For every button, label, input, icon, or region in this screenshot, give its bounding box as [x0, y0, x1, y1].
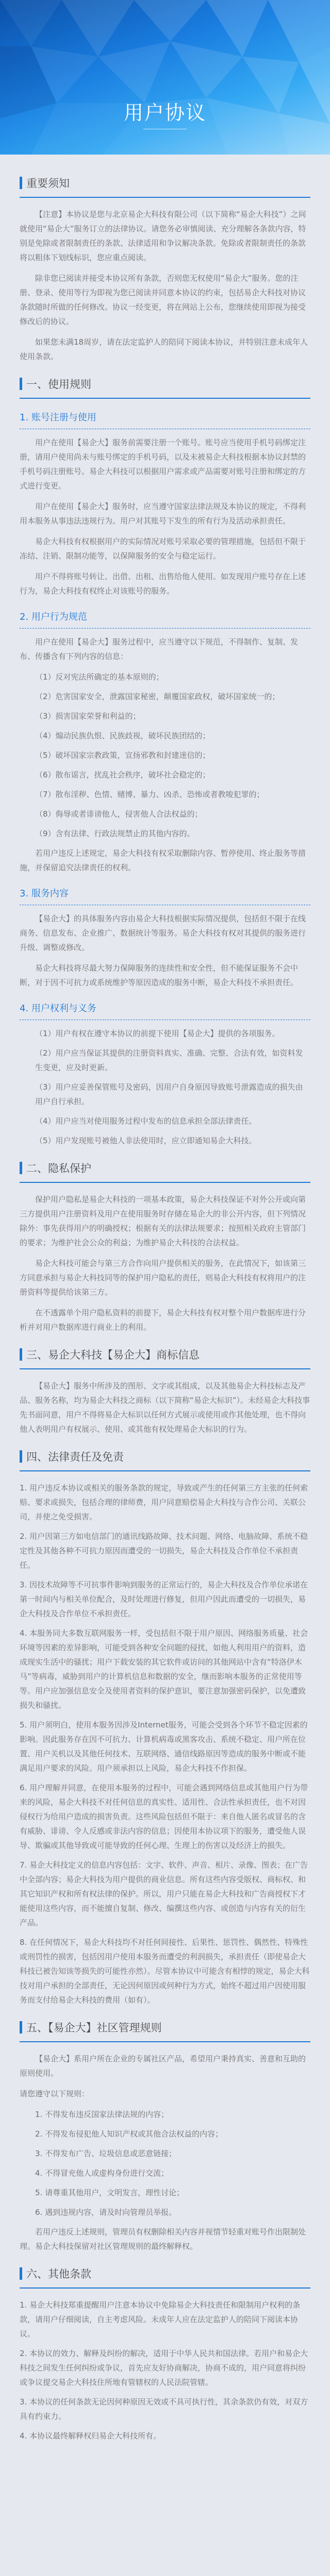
intro-paragraph: 如果您未满18周岁，请在法定监护人的陪同下阅读本协议，并特别注意未成年人使用条款。: [20, 337, 308, 361]
list-item: 7. 易企大科技定义的信息内容包括：文字、软件、声音、相片、录像、图表；在广告中全部内容；易企大科技为用户提供的商业信息。所有这些内容受版权、商标权、和其它知识产权和所有权法律的保护。所以，用户只能在易企大科技和广告商授权下才能使用这些内容，而不能擅自复制、修改、编撰这些内容、或创造与内容有关的衍生产品。: [20, 1860, 308, 1927]
list-item: 1. 易企大科技郑重提醒用户注意本协议中免除易企大科技责任和限制用户权利的条款，请用户仔细阅读，自主考虑风险。未成年人应在法定监护人的陪同下阅读本协议。: [20, 2300, 301, 2338]
prohibited-content-list: [20, 670, 310, 841]
list-item: 1. 不得发布违反国家法律法规的内容；: [35, 2110, 169, 2119]
list-item: （4）用户应当对使用服务过程中发布的信息承担全部法律责任。: [35, 1116, 257, 1126]
section-divider: [20, 1182, 310, 1183]
paragraph: 请您遵守以下规则：: [20, 2089, 90, 2098]
user-rights-list: [20, 1026, 310, 1148]
paragraph: 【易企大】系用户所在企业的专属社区产品，希望用户秉持真实、善意和互助的原则使用。: [20, 2054, 306, 2078]
list-item: 2. 本协议的效力、解释及纠纷的解决，适用于中华人民共和国法律。若用户和易企大科技之间发生任何纠纷或争议，首先应友好协商解决，协商不成的，用户同意将纠纷或争议提交易企大科技住所地有管辖权的人民法院管辖。: [20, 2349, 308, 2387]
list-item: 8. 在任何情况下，易企大科技均不对任何间接性、后果性、惩罚性、偶然性、特殊性或刑罚性的损害，包括因用户使用本服务而遭受的利润损失，承担责任（即使易企大科技已被告知该等损失的可能性亦然）。尽管本协议中可能含有相悖的规定，易企大科技对用户承担的全部责任，无论因何原因或何种行为方式，始终不超过用户因使用服务而支付给易企大科技的费用（如有）。: [20, 1938, 310, 2005]
header-banner: [0, 0, 330, 155]
list-item: 4. 不得冒充他人或虚构身份进行交流；: [35, 2168, 169, 2178]
list-item: 3. 不得发布广告、垃圾信息或恶意链接；: [35, 2149, 177, 2158]
list-item: 2. 用户因第三方如电信部门的通讯线路故障、技术问题、网络、电脑故障、系统不稳定性及其他各种不可抗力原因而遭受的一切损失，易企大科技及合作单位不承担责任。: [20, 1532, 308, 1570]
section-title: 一、使用规则: [26, 378, 91, 391]
section-heading: [20, 2266, 310, 2281]
list-item: 5. 用户须明白，使用本服务因涉及Internet服务，可能会受到各个环节不稳定因素的影响。因此服务存在因不可抗力、计算机病毒或黑客攻击、系统不稳定、用户所在位置、用户关机以及其他任何技术、互联网络、通信线路原因等造成的服务中断或不能满足用户要求的风险。用户须承担以上风险，易企大科技不作担保。: [20, 1720, 308, 1773]
list-item: 3. 本协议的任何条款无论因何种原因无效或不具可执行性，其余条款仍有效，对双方具有约束力。: [20, 2397, 308, 2421]
list-item: （5）用户发现账号被他人非法使用时，应立即通知易企大科技。: [35, 1136, 257, 1145]
section-divider: [20, 1470, 310, 1471]
paragraph: 易企大科技将尽最大努力保障服务的连续性和安全性，但不能保证服务不会中断，对于因不可抗力或系统维护等原因造成的服务中断，易企大科技不承担责任。: [20, 963, 299, 987]
list-item: （3）用户应妥善保管账号及密码，因用户自身原因导致账号泄露造成的损失由用户自行承担。: [35, 1082, 303, 1106]
section-divider: [20, 2287, 310, 2289]
paragraph: 【易企大】的具体服务内容由易企大科技根据实际情况提供，包括但不限于在线商务、信息发布、企业推广、数据统计等服务。易企大科技有权对其提供的服务进行升级、调整或修改。: [20, 914, 306, 952]
heading-bar: [20, 1450, 22, 1463]
subsection-title: 3. 服务内容: [20, 888, 69, 899]
section-heading: [20, 1449, 310, 1464]
list-item: 5. 请尊重其他用户，文明发言，理性讨论；: [35, 2188, 185, 2197]
list-item: （6）散布谣言，扰乱社会秩序，破坏社会稳定的；: [35, 770, 210, 779]
list-item: 1. 用户违反本协议或相关的服务条款的规定，导致或产生的任何第三方主张的任何索赔、要求或损失，包括合理的律师费，用户同意赔偿易企大科技与合作公司、关联公司，并使之免受损害。: [20, 1483, 308, 1521]
section-title: 二、隐私保护: [26, 1162, 91, 1175]
list-item: （8）侮辱或者诽谤他人，侵害他人合法权益的；: [35, 809, 203, 819]
section-heading: [20, 2020, 310, 2035]
list-item: （2）危害国家安全，泄露国家秘密，颠覆国家政权，破坏国家统一的；: [35, 692, 280, 701]
heading-bar: [20, 2021, 22, 2033]
paragraph: 易企大科技有权根据用户的实际情况对账号采取必要的管理措施，包括但不限于冻结、注销、限制功能等，以保障服务的安全与稳定运行。: [20, 537, 306, 561]
agreement-content: [0, 155, 330, 2454]
heading-bar: [20, 1348, 22, 1361]
subsection-divider: [20, 628, 310, 629]
section-heading: [20, 1160, 310, 1176]
list-item: 4. 本协议最终解释权归易企大科技所有。: [20, 2431, 161, 2441]
intro-paragraph: 除非您已阅读并接受本协议所有条款，否则您无权使用“易企大”服务。您的注册、登录、使用等行为即视为您已阅读并同意本协议的约束，包括易企大科技对协议条款随时所做的任何修改。协议一经变更，将在网站上公布，您继续使用即视为接受修改后的协议。: [20, 274, 306, 326]
section-title: 三、易企大科技【易企大】商标信息: [26, 1349, 200, 1361]
paragraph: 用户不得将账号转让、出借、出租、出售给他人使用。如发现用户账号存在上述行为，易企大科技有权终止对该账号的服务。: [20, 572, 306, 596]
section-title: 五、【易企大】社区管理规则: [26, 2022, 162, 2034]
heading-bar: [20, 1162, 22, 1174]
section-divider: [20, 2041, 310, 2042]
subsection-title: 4. 用户权利与义务: [20, 1003, 96, 1014]
list-item: （7）散布淫秽、色情、赌博、暴力、凶杀、恐怖或者教唆犯罪的；: [35, 790, 265, 799]
list-item: 6. 用户理解并同意，在使用本服务的过程中，可能会遇到网络信息或其他用户行为带来的风险，易企大科技不对任何信息的真实性、适用性、合法性承担责任，也不对因侵权行为给用户造成的损害负责。这些风险包括但不限于：来自他人匿名或冒名的含有威胁、诽谤、令人反感或非法内容的信息；因使用本协议项下的服务，遭受他人误导、欺骗或其他导致或可能导致的任何心理、生理上的伤害以及经济上的损失。: [20, 1783, 308, 1850]
paragraph: 易企大科技可能会与第三方合作向用户提供相关的服务，在此情况下，如该第三方同意承担与易企大科技同等的保护用户隐私的责任，则易企大科技有权将用户的注册资料等提供给该第三方。: [20, 1259, 306, 1297]
other-terms-list: [20, 2298, 310, 2443]
section-divider: [20, 1368, 310, 1369]
intro-paragraph: 【注意】本协议是您与北京易企大科技有限公司（以下简称“易企大科技”）之间就使用“易企大”服务订立的法律协议。请您务必审慎阅读、充分理解各条款内容，特别是免除或者限制责任的条款、法律适用和争议解决条款。免除或者限制责任的条款将以粗体下划线标识，您应重点阅读。: [20, 210, 306, 262]
paragraph: 用户在使用【易企大】服务前需要注册一个账号。账号应当使用手机号码绑定注册，请用户使用尚未与账号绑定的手机号码，以及未被易企大科技根据本协议封禁的手机号码注册账号。易企大科技可以根据用户需求或产品需要对账号注册和绑定的方式进行变更。: [20, 438, 306, 490]
list-item: （1）用户有权在遵守本协议的前提下使用【易企大】提供的各项服务。: [35, 1029, 280, 1038]
section-heading: [20, 1347, 310, 1362]
section-divider: [20, 398, 310, 399]
page-title: 用户协议: [123, 101, 206, 124]
subsection-title: 2. 用户行为规范: [20, 612, 87, 622]
intro-title: 重要须知: [26, 177, 70, 190]
section-heading: [20, 376, 310, 392]
section-title: 六、其他条款: [26, 2268, 91, 2280]
intro-heading: [20, 175, 310, 191]
list-item: 2. 不得发布侵犯他人知识产权或其他合法权益的内容；: [35, 2129, 223, 2139]
list-item: （3）损害国家荣誉和利益的；: [35, 711, 141, 721]
heading-bar: [20, 378, 22, 390]
paragraph: 若用户违反上述规定，易企大科技有权采取删除内容、暂停使用、终止服务等措施，并保留追究法律责任的权利。: [20, 849, 306, 872]
polygon-background-pattern: [0, 0, 330, 155]
intro-divider: [20, 197, 310, 198]
list-item: （4）煽动民族仇恨、民族歧视，破坏民族团结的；: [35, 731, 210, 740]
paragraph: 保护用户隐私是易企大科技的一项基本政策，易企大科技保证不对外公开或向第三方提供用户注册资料及用户在使用服务时存储在易企大的非公开内容，但下列情况除外：事先获得用户的明确授权；根据有关的法律法规要求；按照相关政府主管部门的要求；为维护社会公众的利益；为维护易企大科技的合法权益。: [20, 1195, 306, 1247]
subsection-title: 1. 账号注册与使用: [20, 412, 96, 423]
liability-list: [20, 1481, 310, 2007]
list-item: （9）含有法律、行政法规禁止的其他内容的。: [35, 829, 195, 838]
list-item: （2）用户应当保证其提供的注册资料真实、准确、完整、合法有效，如资料发生变更，应及时更新。: [35, 1048, 303, 1072]
heading-bar: [20, 2267, 22, 2280]
paragraph: 用户在使用【易企大】服务时，应当遵守国家法律法规及本协议的规定，不得利用本服务从事违法违规行为。用户对其账号下发生的所有行为及活动承担责任。: [20, 502, 306, 526]
paragraph: 在不透露单个用户隐私资料的前提下，易企大科技有权对整个用户数据库进行分析并对用户数据库进行商业上的利用。: [20, 1308, 306, 1332]
paragraph: 若用户违反上述规则，管理员有权删除相关内容并视情节轻重对账号作出限制处理。易企大科技保留对社区管理规则的最终解释权。: [20, 2227, 306, 2251]
list-item: 6. 遇到违规内容，请及时向管理员举报。: [35, 2208, 177, 2217]
list-item: 4. 本服务同大多数互联网服务一样，受包括但不限于用户原因、网络服务质量、社会环境等因素的差异影响，可能受到各种安全问题的侵扰，如他人利用用户的资料，造成现实生活中的骚扰；用户下载安装的其它软件或访问的其他网站中含有“特洛伊木马”等病毒，威胁到用户的计算机信息和数据的安全，继而影响本服务的正常使用等等。用户应加强信息安全及使用者资料的保护意识，要注意加强密码保护，以免遭致损失和骚扰。: [20, 1629, 308, 1710]
paragraph: 【易企大】服务中所涉及的图形、文字或其组成，以及其他易企大科技标志及产品、服务名称，均为易企大科技之商标（以下简称“易企大标识”）。未经易企大科技事先书面同意，用户不得将易企大标识以任何方式展示或使用或作其他处理，也不得向他人表明用户有权展示、使用、或其他有权处理易企大标识的行为。: [20, 1381, 310, 1434]
list-item: 3. 因技术故障等不可抗事件影响到服务的正常运行的，易企大科技及合作单位承诺在第一时间内与相关单位配合，及时处理进行修复，但用户因此而遭受的一切损失，易企大科技及合作单位不承担责任。: [20, 1580, 308, 1618]
heading-bar: [20, 177, 22, 189]
list-item: （5）破坏国家宗教政策，宣扬邪教和封建迷信的；: [35, 751, 210, 760]
paragraph: 用户在使用【易企大】服务过程中，应当遵守以下规范，不得制作、复制、发布、传播含有下列内容的信息：: [20, 637, 299, 661]
list-item: （1）反对宪法所确定的基本原则的；: [35, 672, 164, 682]
community-rules-list: [20, 2107, 310, 2219]
section-title: 四、法律责任及免责: [26, 1451, 124, 1463]
